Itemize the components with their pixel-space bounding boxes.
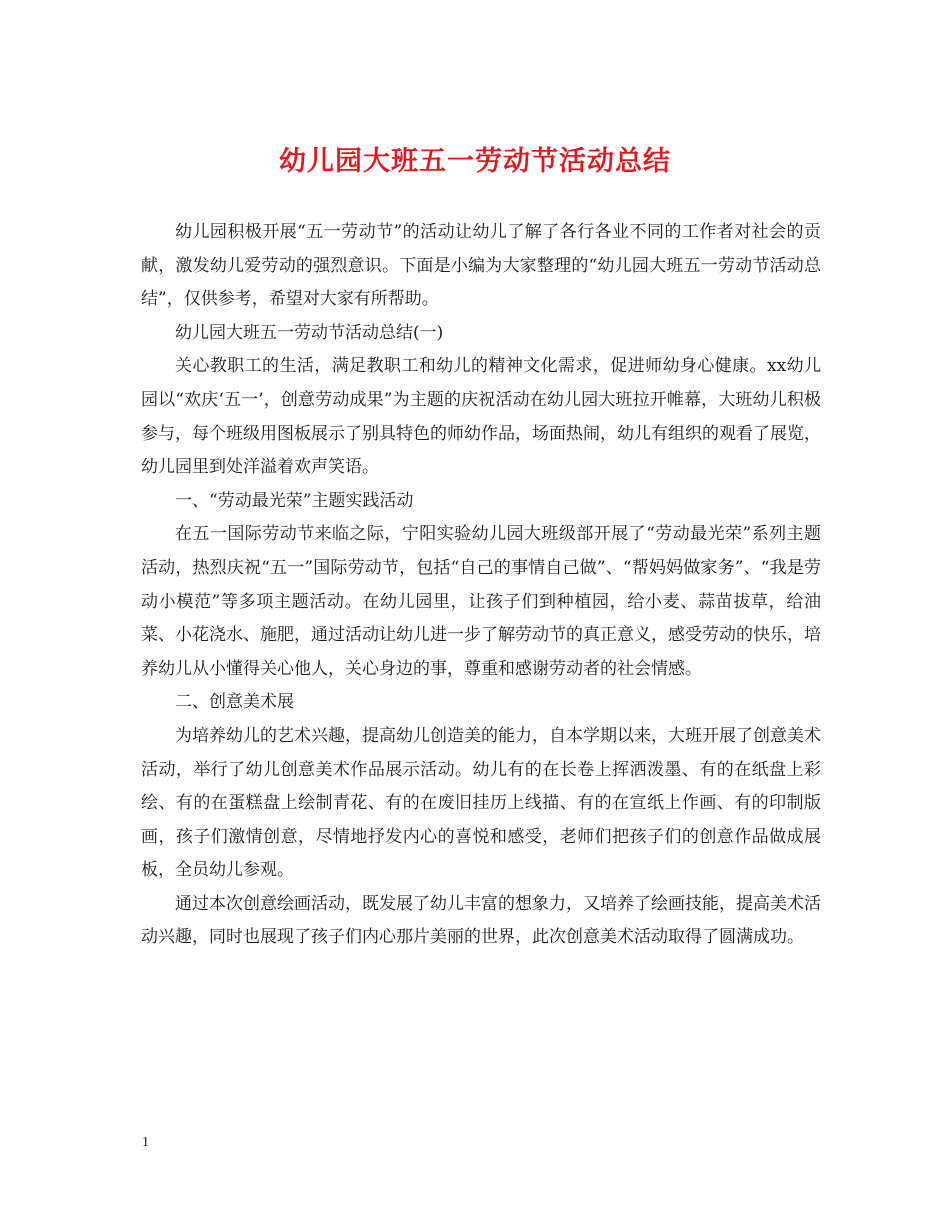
paragraph-subheading-one: 一、“劳动最光荣”主题实践活动 (175, 490, 414, 511)
paragraph-art-exhibition: 为培养幼儿的艺术兴趣，提高幼儿创造美的能力，自本学期以来，大班开展了创意美术活动，举行了幼儿创意美术作品展示活动。幼儿有的在长卷上挥洒泼墨、有的在纸盘上彩绘、有的在蛋糕盘上绘制青花、有的在废旧挂历上线描、有的在宣纸上作画、有的印制版画，孩子们激情创意，尽情地抒发内心的喜悦和感受，老师们把孩子们的创意作品做成展板，全员幼儿参观。 (141, 725, 821, 881)
paragraph-subheading-two: 二、创意美术展 (175, 692, 294, 713)
document-body (141, 216, 821, 955)
paragraph-labor-activity: 在五一国际劳动节来临之际，宁阳实验幼儿园大班级部开展了“劳动最光荣”系列主题活动，热烈庆祝“五一”国际劳动节，包括“自己的事情自己做”、“帮妈妈做家务”、“我是劳动小模范”等多项主题活动。在幼儿园里，让孩子们到种植园，给小麦、蒜苗拔草，给油菜、小花浇水、施肥，通过活动让幼儿进一步了解劳动节的真正意义，感受劳动的快乐，培养幼儿从小懂得关心他人，关心身边的事，尊重和感谢劳动者的社会情感。 (141, 524, 821, 679)
page-number: 1 (142, 1135, 149, 1150)
paragraph-intro: 幼儿园积极开展“五一劳动节”的活动让幼儿了解了各行各业不同的工作者对社会的贡献，激发幼儿爱劳动的强烈意识。下面是小编为大家整理的“幼儿园大班五一劳动节活动总结”，仅供参考，希望对大家有所帮助。 (141, 222, 821, 310)
paragraph-conclusion: 通过本次创意绘画活动，既发展了幼儿丰富的想象力，又培养了绘画技能，提高美术活动兴趣，同时也展现了孩子们内心那片美丽的世界，此次创意美术活动取得了圆满成功。 (141, 893, 821, 948)
paragraph-section-heading: 幼儿园大班五一劳动节活动总结(一) (175, 322, 444, 343)
document-title: 幼儿园大班五一劳动节活动总结 (279, 146, 671, 177)
paragraph-overview: 关心教职工的生活，满足教职工和幼儿的精神文化需求，促进师幼身心健康。xx幼儿园以“欢庆‘五一’，创意劳动成果”为主题的庆祝活动在幼儿园大班拉开帷幕，大班幼儿积极参与，每个班级用图板展示了别具特色的师幼作品，场面热闹，幼儿有组织的观看了展览，幼儿园里到处洋溢着欢声笑语。 (141, 356, 821, 478)
